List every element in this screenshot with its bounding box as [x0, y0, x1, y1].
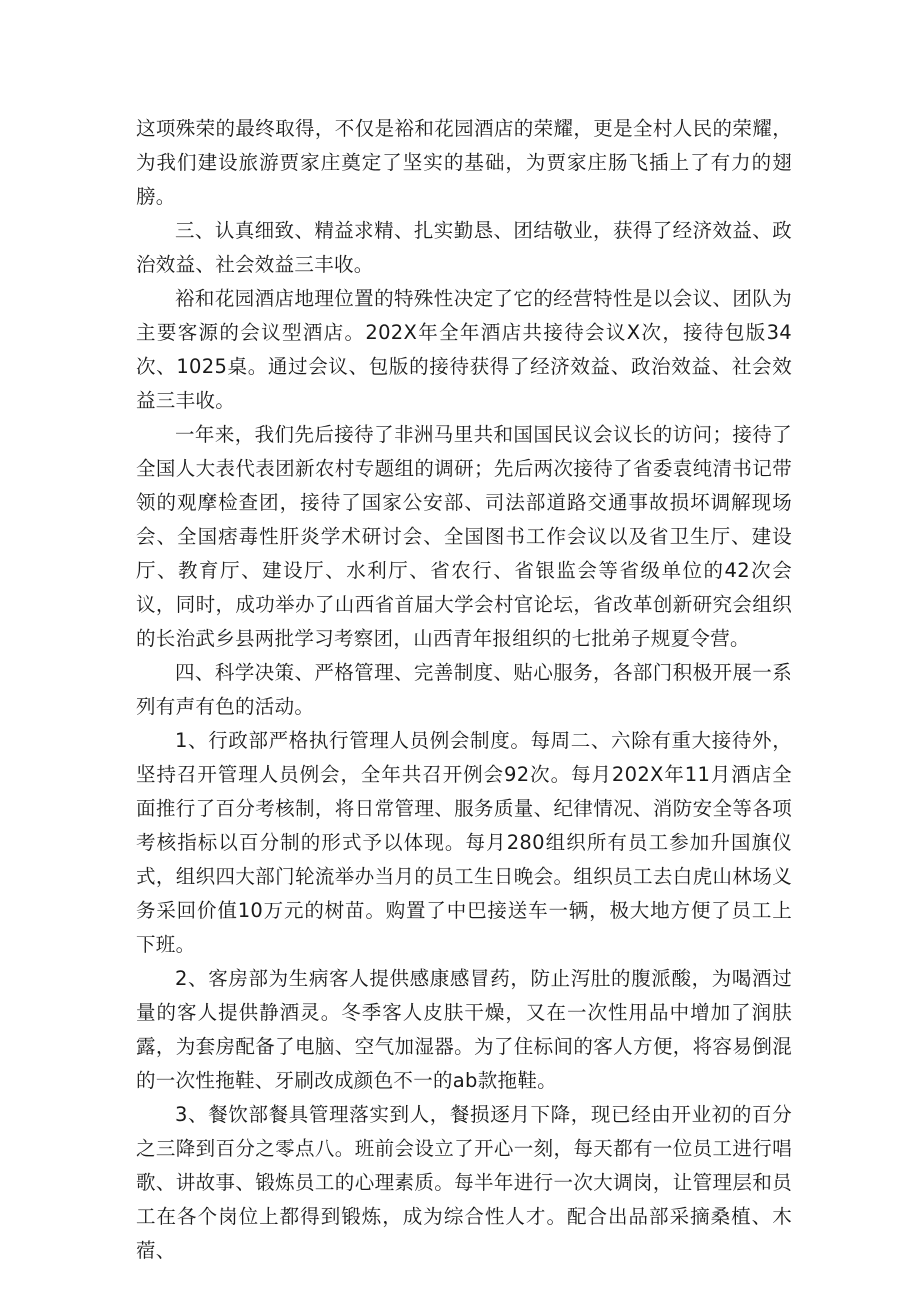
paragraph-3: 裕和花园酒店地理位置的特殊性决定了它的经营特性是以会议、团队为主要客源的会议型酒店。202X年全年酒店共接待会议X次，接待包版34次、1025桌。通过会议、包版的接待获得了经济效益、政治效益、社会效益三丰收。 — [136, 287, 792, 412]
paragraph-2: 三、认真细致、精益求精、扎实勤恳、团结敬业，获得了经济效益、政治效益、社会效益三丰收。 — [136, 219, 792, 276]
paragraph-7: 2、客房部为生病客人提供感康感冒药，防止泻肚的腹派酸，为喝酒过量的客人提供静酒灵。冬季客人皮肤干燥，又在一次性用品中增加了润肤露，为套房配备了电脑、空气加湿器。为了住标间的客人方便，将容易倒混的一次性拖鞋、牙刷改成颜色不一的ab款拖鞋。 — [136, 967, 792, 1092]
paragraph-4: 一年来，我们先后接待了非洲马里共和国国民议会议长的访问；接待了全国人大表代表团新农村专题组的调研；先后两次接待了省委袁纯清书记带领的观摩检查团，接待了国家公安部、司法部道路交通事故损坏调解现场会、全国痞毒性肝炎学术研讨会、全国图书工作会议以及省卫生厅、建设厅、教育厅、建设厅、水利厅、省农行、省银监会等省级单位的42次会议，同时，成功举办了山西省首届大学会村官论坛，省改革创新研究会组织的长治武乡县两批学习考察团，山西青年报组织的七批弟子规夏令营。 — [136, 423, 792, 650]
document-body — [136, 112, 792, 1268]
paragraph-6: 1、行政部严格执行管理人员例会制度。每周二、六除有重大接待外，坚持召开管理人员例会，全年共召开例会92次。每月202X年11月酒店全面推行了百分考核制，将日常管理、服务质量、纪律情况、消防安全等各项考核指标以百分制的形式予以体现。每月280组织所有员工参加升国旗仪式，组织四大部门轮流举办当月的员工生日晚会。组织员工去白虎山林场义务采回价值10万元的树苗。购置了中巴接送车一辆，极大地方便了员工上下班。 — [136, 729, 792, 956]
paragraph-8: 3、餐饮部餐具管理落实到人，餐损逐月下降，现已经由开业初的百分之三降到百分之零点八。班前会设立了开心一刻，每天都有一位员工进行唱歌、讲故事、锻炼员工的心理素质。每半年进行一次大调岗，让管理层和员工在各个岗位上都得到锻炼，成为综合性人才。配合出品部采摘桑植、木蓿、 — [136, 1103, 792, 1262]
paragraph-5: 四、科学决策、严格管理、完善制度、贴心服务，各部门积极开展一系列有声有色的活动。 — [136, 661, 792, 718]
paragraph-1: 这项殊荣的最终取得，不仅是裕和花园酒店的荣耀，更是全村人民的荣耀，为我们建设旅游贾家庄奠定了坚实的基础，为贾家庄肠飞插上了有力的翅膀。 — [136, 117, 792, 208]
